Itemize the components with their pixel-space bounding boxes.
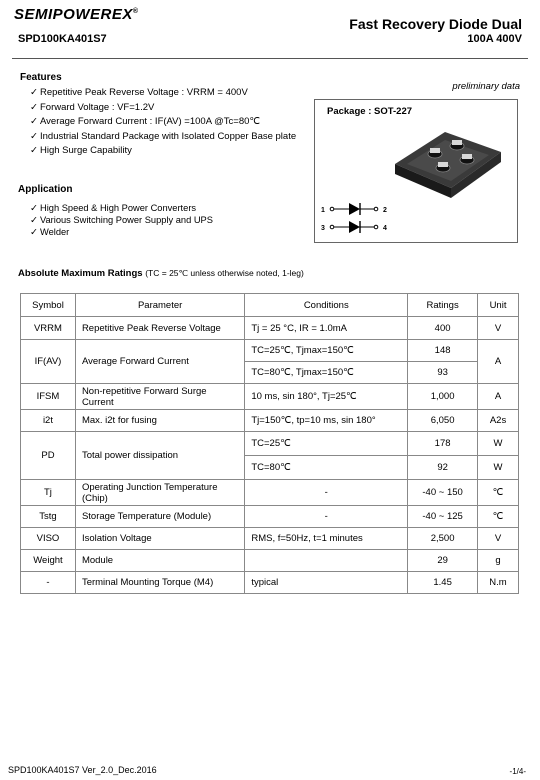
features-list (30, 86, 296, 159)
unit-cell: ℃ (478, 506, 519, 528)
check-icon: ✓ (30, 227, 38, 237)
ratings-heading-line (18, 268, 304, 279)
symbol-cell: Tstg (21, 506, 76, 528)
parameter-cell: Terminal Mounting Torque (M4) (75, 572, 244, 594)
conditions-cell: - (245, 480, 408, 506)
symbol-cell: Weight (21, 550, 76, 572)
registered-mark: ® (132, 8, 139, 15)
table-row (21, 317, 519, 340)
package-box (314, 99, 518, 243)
ratings-cell: 29 (408, 550, 478, 572)
check-icon: ✓ (30, 130, 38, 142)
part-number: SPD100KA401S7 (18, 33, 107, 45)
feature-item: ✓ Industrial Standard Package with Isolated Copper Base plate (30, 130, 297, 142)
ratings-cell: 1.45 (408, 572, 478, 594)
conditions-cell: Tj=150℃, tp=10 ms, sin 180° (245, 410, 408, 432)
conditions-cell: TC=80℃, Tjmax=150℃ (245, 362, 408, 384)
conditions-cell: TC=25℃, Tjmax=150℃ (245, 340, 408, 362)
device-rating: 100A 400V (467, 33, 522, 45)
application-heading: Application (18, 184, 73, 195)
pin-3-label: 3 (321, 225, 325, 232)
unit-cell: N.m (478, 572, 519, 594)
table-row (21, 528, 519, 550)
unit-cell: V (478, 317, 519, 340)
check-icon: ✓ (30, 215, 38, 225)
symbol-cell: VRRM (21, 317, 76, 340)
table-row (21, 506, 519, 528)
application-item: ✓ Various Switching Power Supply and UPS (30, 215, 213, 225)
parameter-cell: Repetitive Peak Reverse Voltage (75, 317, 244, 340)
unit-cell: A (478, 384, 519, 410)
conditions-cell: RMS, f=50Hz, t=1 minutes (245, 528, 408, 550)
check-icon: ✓ (30, 116, 38, 127)
pin-4-label: 4 (383, 225, 387, 232)
application-list (30, 202, 213, 238)
page-number: -1/4- (509, 767, 526, 776)
package-label: Package : SOT-227 (327, 106, 413, 117)
col-header: Parameter (75, 294, 244, 317)
header-divider (12, 58, 528, 59)
application-item: ✓ High Speed & High Power Converters (30, 203, 197, 213)
parameter-cell: Average Forward Current (75, 340, 244, 384)
diode-schematic (319, 200, 399, 236)
symbol-cell: PD (21, 432, 76, 480)
col-header: Symbol (21, 294, 76, 317)
conditions-cell: TC=25℃ (245, 432, 408, 456)
unit-cell: ℃ (478, 480, 519, 506)
symbol-cell: i2t (21, 410, 76, 432)
conditions-cell: TC=80℃ (245, 456, 408, 480)
conditions-cell: Tj = 25 °C, IR = 1.0mA (245, 317, 408, 340)
company-logo (14, 6, 139, 23)
parameter-cell: Module (75, 550, 244, 572)
feature-item: ✓ High Surge Capability (30, 145, 132, 156)
ratings-cell: 1,000 (408, 384, 478, 410)
ratings-cell: -40 ~ 150 (408, 480, 478, 506)
footer-doc-version: SPD100KA401S7 Ver_2.0_Dec.2016 (8, 765, 157, 775)
check-icon: ✓ (30, 145, 38, 156)
unit-cell: g (478, 550, 519, 572)
conditions-cell: - (245, 506, 408, 528)
check-icon: ✓ (30, 101, 38, 113)
pin-1-label: 1 (321, 207, 325, 214)
feature-item: ✓ Forward Voltage : VF=1.2V (30, 101, 155, 113)
unit-cell: V (478, 528, 519, 550)
symbol-cell: IF(AV) (21, 340, 76, 384)
ratings-cell: 92 (408, 456, 478, 480)
parameter-cell: Operating Junction Temperature (Chip) (75, 480, 244, 506)
feature-item: ✓ Average Forward Current : IF(AV) =100A @Tc=80℃ (30, 116, 261, 127)
application-item: ✓ Welder (30, 227, 70, 237)
ratings-heading: Absolute Maximum Ratings (18, 268, 143, 279)
ratings-table (20, 293, 519, 594)
check-icon: ✓ (30, 87, 38, 98)
conditions-cell: 10 ms, sin 180°, Tj=25℃ (245, 384, 408, 410)
ratings-cell: -40 ~ 125 (408, 506, 478, 528)
col-header: Ratings (408, 294, 478, 317)
pin-2-label: 2 (383, 207, 387, 214)
features-heading: Features (20, 72, 62, 83)
preliminary-note: preliminary data (452, 81, 520, 92)
document-title: Fast Recovery Diode Dual (349, 16, 522, 32)
col-header: Unit (478, 294, 519, 317)
ratings-cell: 178 (408, 432, 478, 456)
parameter-cell: Storage Temperature (Module) (75, 506, 244, 528)
feature-item: ✓ Repetitive Peak Reverse Voltage : VRRM = 400V (30, 87, 248, 98)
symbol-cell: VISO (21, 528, 76, 550)
symbol-cell: - (21, 572, 76, 594)
symbol-cell: Tj (21, 480, 76, 506)
parameter-cell: Total power dissipation (75, 432, 244, 480)
col-header: Conditions (245, 294, 408, 317)
ratings-cell: 400 (408, 317, 478, 340)
unit-cell: A2s (478, 410, 519, 432)
table-row (21, 550, 519, 572)
symbol-cell: IFSM (21, 384, 76, 410)
parameter-cell: Isolation Voltage (75, 528, 244, 550)
unit-cell: A (478, 340, 519, 384)
conditions-cell (245, 550, 408, 572)
ratings-cell: 6,050 (408, 410, 478, 432)
unit-cell: W (478, 432, 519, 456)
table-row (21, 572, 519, 594)
package-image (385, 122, 509, 202)
conditions-cell: typical (245, 572, 408, 594)
ratings-cell: 2,500 (408, 528, 478, 550)
ratings-cell: 148 (408, 340, 478, 362)
ratings-note: (TC = 25℃ unless otherwise noted, 1-leg) (145, 268, 304, 278)
ratings-cell: 93 (408, 362, 478, 384)
table-row (21, 410, 519, 432)
parameter-cell: Non-repetitive Forward Surge Current (75, 384, 244, 410)
table-row (21, 384, 519, 410)
parameter-cell: Max. i2t for fusing (75, 410, 244, 432)
unit-cell: W (478, 456, 519, 480)
logo-text: SEMIPOWEREX (14, 6, 133, 23)
table-row (21, 340, 519, 362)
table-row (21, 480, 519, 506)
table-header-row (21, 294, 519, 317)
table-row (21, 432, 519, 456)
check-icon: ✓ (30, 203, 38, 213)
